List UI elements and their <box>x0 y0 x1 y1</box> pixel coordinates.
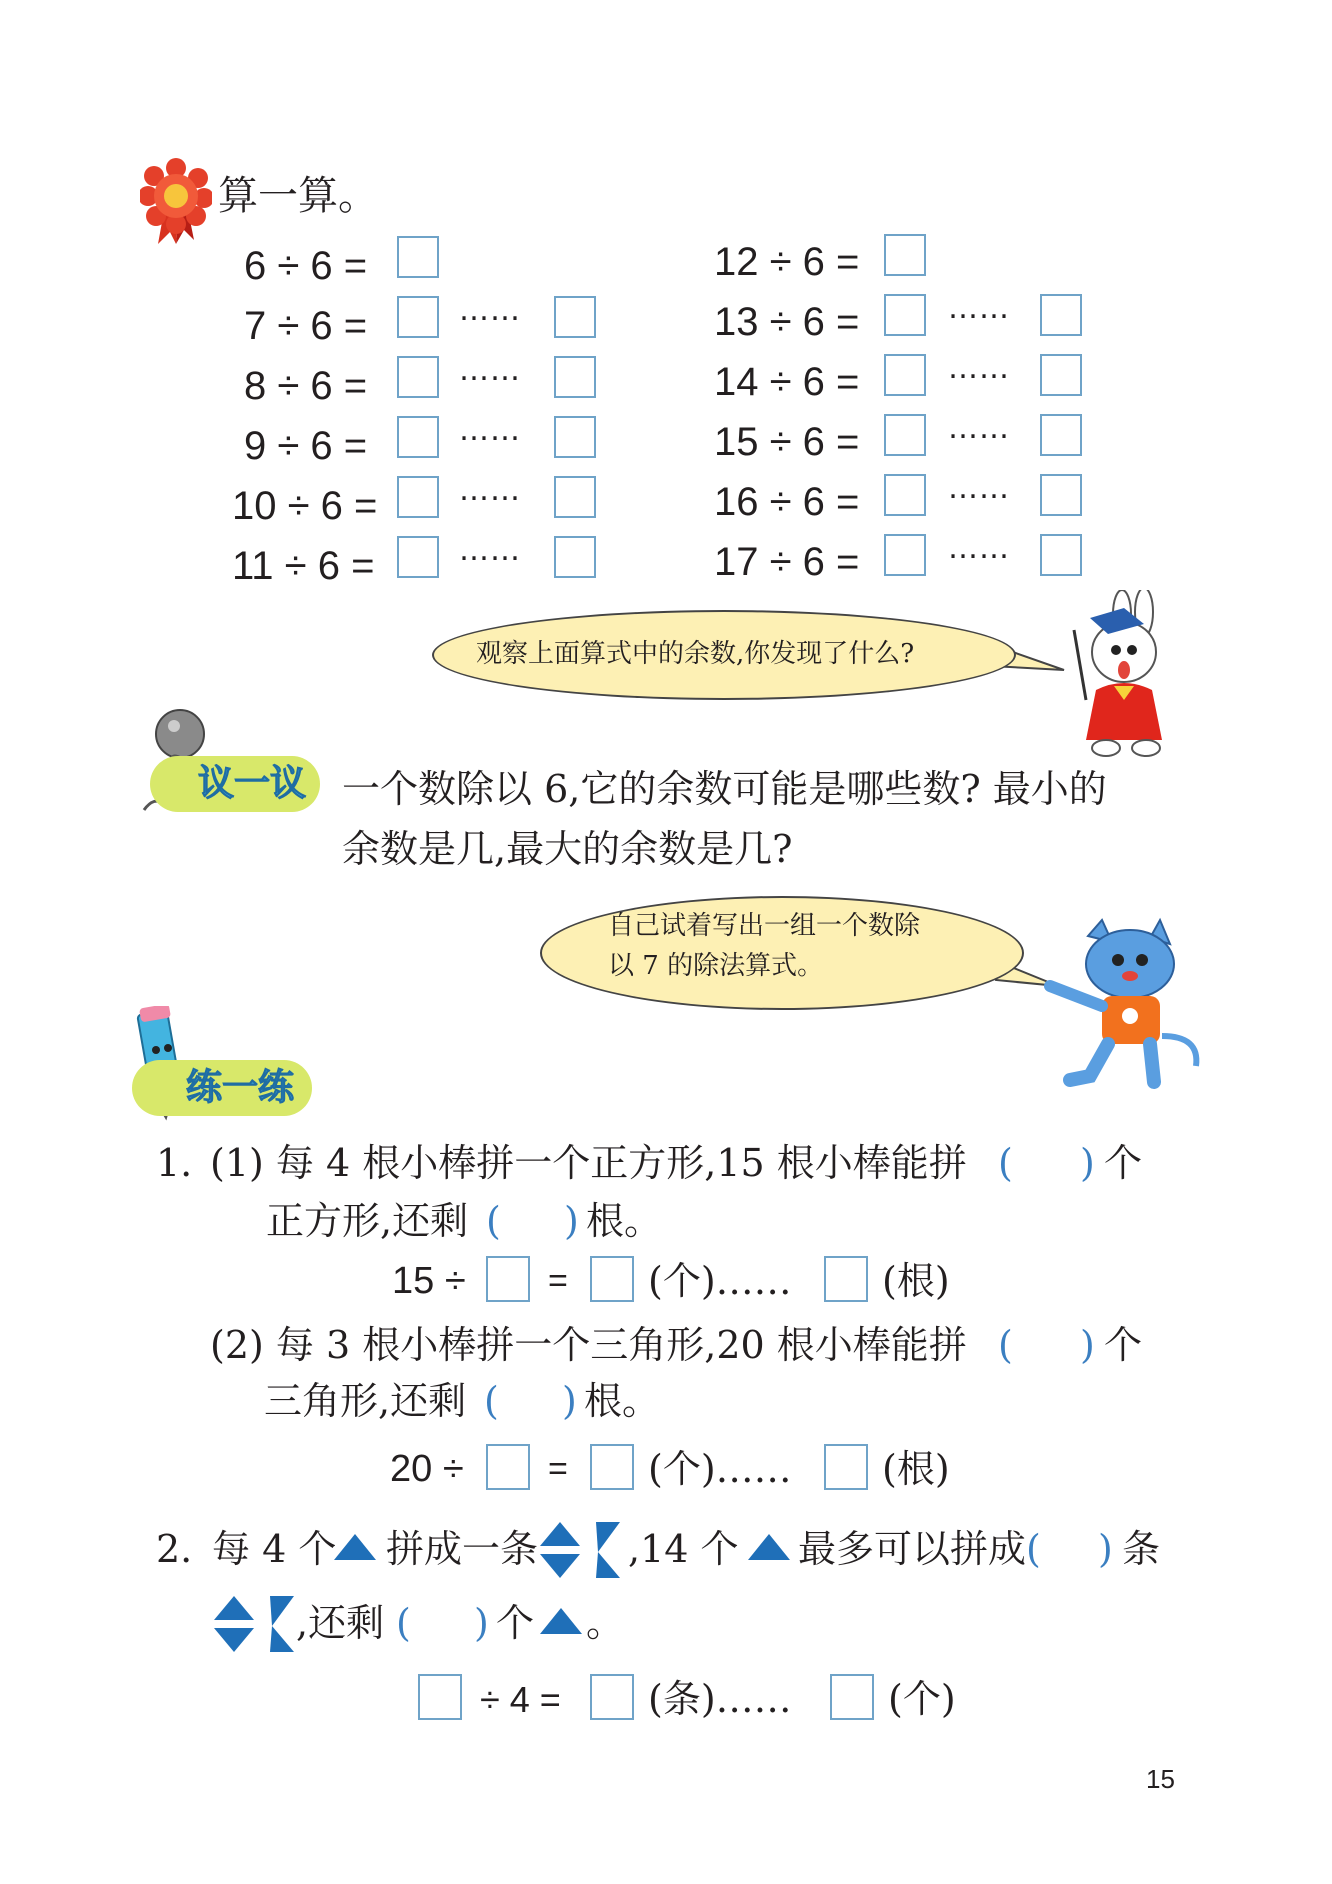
equation: 17 ÷ 6 = <box>714 540 860 584</box>
answer-blank[interactable] <box>506 1198 562 1242</box>
remainder-box[interactable] <box>824 1444 868 1490</box>
answer-blank[interactable] <box>1018 1322 1078 1366</box>
equation: 8 ÷ 6 = <box>244 364 368 408</box>
paren-open: ( <box>998 1323 1013 1367</box>
answer-box[interactable] <box>397 476 439 518</box>
equation: 20 ÷ <box>390 1448 464 1490</box>
answer-box[interactable] <box>486 1256 530 1302</box>
answer-box[interactable] <box>590 1256 634 1302</box>
question-number: 1. <box>156 1141 193 1185</box>
remainder-box[interactable] <box>1040 414 1082 456</box>
ellipsis: …… <box>459 353 521 388</box>
answer-box[interactable] <box>884 294 926 336</box>
equation: 6 ÷ 6 = <box>244 244 368 288</box>
question-text: 最多可以拼成 <box>798 1527 1027 1571</box>
unit-text: (根) <box>882 1447 950 1491</box>
question-text: (2) 每 3 根小棒拼一个三角形,20 根小棒能拼 <box>210 1323 967 1367</box>
paren-close: ) <box>474 1601 489 1645</box>
paren-open: ( <box>998 1141 1013 1185</box>
answer-box[interactable] <box>397 416 439 458</box>
ellipsis: …… <box>948 411 1010 446</box>
triangle-icon <box>748 1534 790 1560</box>
remainder-box[interactable] <box>554 536 596 578</box>
ellipsis: …… <box>948 531 1010 566</box>
answer-box[interactable] <box>884 414 926 456</box>
page-number: 15 <box>1146 1764 1175 1794</box>
equals: = <box>548 1450 568 1488</box>
remainder-box[interactable] <box>830 1674 874 1720</box>
question-text: ,14 个 <box>628 1527 739 1571</box>
cat-icon <box>1030 916 1202 1096</box>
paren-close: ) <box>1098 1527 1113 1571</box>
answer-blank[interactable] <box>504 1378 560 1422</box>
answer-box[interactable] <box>397 296 439 338</box>
paren-open: ( <box>486 1199 501 1243</box>
unit-text: (根) <box>882 1259 950 1303</box>
question-text: 个 <box>496 1601 535 1645</box>
remainder-box[interactable] <box>1040 294 1082 336</box>
paren-open: ( <box>1026 1527 1041 1571</box>
question-text: 个 <box>1104 1323 1143 1367</box>
remainder-box[interactable] <box>1040 354 1082 396</box>
equation: 9 ÷ 6 = <box>244 424 368 468</box>
paren-close: ) <box>562 1379 577 1423</box>
triangle-icon <box>540 1608 582 1634</box>
paren-close: ) <box>564 1199 579 1243</box>
bubble-text: 自己试着写出一组一个数除 <box>608 911 921 941</box>
question-text: 根。 <box>586 1199 663 1243</box>
triangle-strip-icon <box>540 1520 622 1580</box>
triangle-icon <box>334 1534 376 1560</box>
bubble-text: 观察上面算式中的余数,你发现了什么? <box>476 639 915 669</box>
ellipsis: …… <box>948 351 1010 386</box>
equals: = <box>548 1262 568 1300</box>
answer-blank[interactable] <box>1018 1140 1078 1184</box>
answer-box[interactable] <box>397 356 439 398</box>
remainder-box[interactable] <box>824 1256 868 1302</box>
answer-box[interactable] <box>590 1674 634 1720</box>
equation: 7 ÷ 6 = <box>244 304 368 348</box>
practice-label: 练一练 <box>186 1067 295 1108</box>
discuss-text: 余数是几,最大的余数是几? <box>342 827 793 871</box>
question-text: 根。 <box>584 1379 661 1423</box>
unit-text: (条)…… <box>648 1677 792 1721</box>
question-text: 条 <box>1122 1527 1161 1571</box>
unit-text: (个)…… <box>648 1259 792 1303</box>
equation: 10 ÷ 6 = <box>232 484 378 528</box>
question-number: 2. <box>156 1527 193 1571</box>
answer-box[interactable] <box>486 1444 530 1490</box>
ellipsis: …… <box>459 413 521 448</box>
equation: 14 ÷ 6 = <box>714 360 860 404</box>
remainder-box[interactable] <box>554 296 596 338</box>
answer-box[interactable] <box>418 1674 462 1720</box>
answer-blank[interactable] <box>416 1600 472 1644</box>
question-text: ,还剩 <box>296 1601 385 1645</box>
question-text: 个 <box>1104 1141 1143 1185</box>
equation: 11 ÷ 6 = <box>232 544 375 588</box>
answer-box[interactable] <box>884 474 926 516</box>
ellipsis: …… <box>948 471 1010 506</box>
remainder-box[interactable] <box>554 416 596 458</box>
answer-box[interactable] <box>884 534 926 576</box>
ellipsis: …… <box>459 293 521 328</box>
answer-box[interactable] <box>397 536 439 578</box>
discuss-text: 一个数除以 6,它的余数可能是哪些数? 最小的 <box>342 767 1107 811</box>
remainder-box[interactable] <box>1040 534 1082 576</box>
question-text: 拼成一条 <box>386 1527 539 1571</box>
section-title: 算一算。 <box>218 173 378 219</box>
equation: 13 ÷ 6 = <box>714 300 860 344</box>
remainder-box[interactable] <box>554 476 596 518</box>
question-text: (1) 每 4 根小棒拼一个正方形,15 根小棒能拼 <box>210 1141 967 1185</box>
paren-open: ( <box>484 1379 499 1423</box>
paren-open: ( <box>396 1601 411 1645</box>
rabbit-icon <box>1062 590 1174 760</box>
ellipsis: …… <box>459 473 521 508</box>
equation: 12 ÷ 6 = <box>714 240 860 284</box>
discuss-label: 议一议 <box>198 763 307 804</box>
unit-text: (个)…… <box>648 1447 792 1491</box>
answer-box[interactable] <box>590 1444 634 1490</box>
answer-box[interactable] <box>884 354 926 396</box>
equation: 15 ÷ 6 = <box>714 420 860 464</box>
equation: 16 ÷ 6 = <box>714 480 860 524</box>
question-text: 。 <box>586 1601 625 1645</box>
answer-box[interactable] <box>884 234 926 276</box>
remainder-box[interactable] <box>1040 474 1082 516</box>
triangle-strip-icon <box>214 1594 296 1654</box>
question-text: 每 4 个 <box>212 1527 337 1571</box>
paren-close: ) <box>1080 1323 1095 1367</box>
flower-icon <box>140 158 212 246</box>
paren-close: ) <box>1080 1141 1095 1185</box>
bubble-text: 以 7 的除法算式。 <box>608 951 824 981</box>
question-text: 正方形,还剩 <box>266 1199 469 1243</box>
answer-box[interactable] <box>397 236 439 278</box>
question-text: 三角形,还剩 <box>264 1379 467 1423</box>
unit-text: (个) <box>888 1677 956 1721</box>
equation: ÷ 4 = <box>480 1679 561 1720</box>
ellipsis: …… <box>459 533 521 568</box>
ellipsis: …… <box>948 291 1010 326</box>
remainder-box[interactable] <box>554 356 596 398</box>
equation: 15 ÷ <box>392 1260 466 1302</box>
answer-blank[interactable] <box>1046 1526 1096 1570</box>
